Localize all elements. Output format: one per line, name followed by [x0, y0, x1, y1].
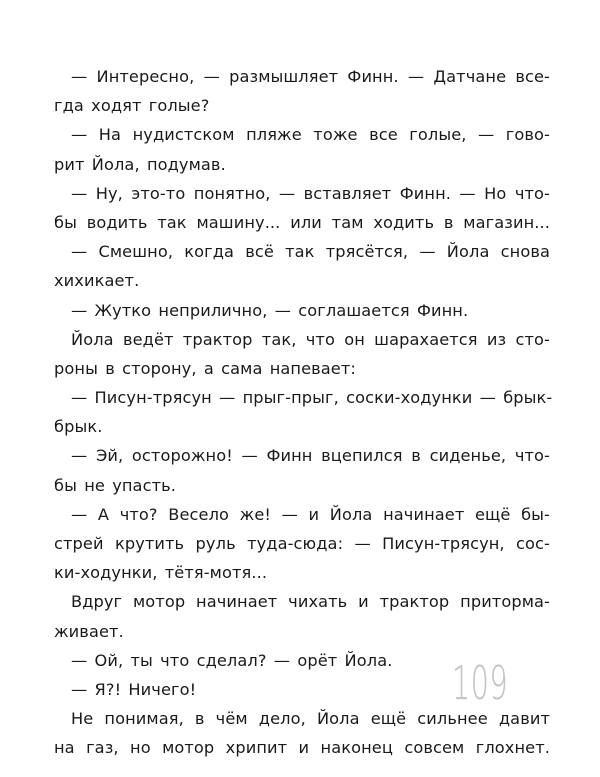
text-line: — Жутко неприлично, — соглашается Финн. [71, 300, 469, 320]
text-line: бы не упасть. [54, 475, 176, 495]
text-line: — Интересно, — размышляет Финн. — Датчане все- [71, 67, 550, 86]
text-line: бы водить так машину... или там ходить в магазин... [54, 212, 550, 232]
text-line: — Смешно, когда всё так трясётся, — Йола снова [71, 242, 550, 262]
text-line: — Эй, осторожно! — Финн вцепился в сиденье, что- [71, 446, 550, 466]
text-line: роны в сторону, а сама напевает: [54, 358, 356, 378]
text-line: ки-ходунки, тётя-мотя... [54, 563, 268, 583]
text-line: рит Йола, подумав. [54, 154, 226, 174]
text-line: — Писун-трясун — прыг-прыг, соски-ходунки — брык- [71, 388, 553, 408]
text-line: Вдруг мотор начинает чихать и трактор приторма- [71, 592, 550, 612]
text-line: брык. [54, 417, 103, 437]
text-line: — Я?! Ничего! [71, 679, 197, 699]
text-line: Йола ведёт трактор так, что он шарахается из сто- [71, 329, 550, 349]
text-line: Не понимая, в чём дело, Йола ещё сильнее давит [71, 709, 550, 729]
text-line: — Ой, ты что сделал? — орёт Йола. [71, 650, 393, 670]
text-line: на газ, но мотор хрипит и наконец совсем глохнет. [54, 738, 550, 758]
text-line: стрей крутить руль туда-сюда: — Писун-трясун, сос- [54, 534, 550, 553]
text-line: — На нудистском пляже тоже все голые, — гово- [71, 125, 550, 145]
text-line: — Ну, это-то понятно, — вставляет Финн. — Но что- [71, 183, 550, 203]
text-line: гда ходят голые? [54, 96, 210, 116]
text-line: хихикает. [54, 271, 140, 291]
text-line: живает. [54, 621, 124, 641]
page-number: 109 [452, 656, 509, 710]
text-line: — А что? Весело же! — и Йола начинает ещё бы- [71, 504, 550, 524]
